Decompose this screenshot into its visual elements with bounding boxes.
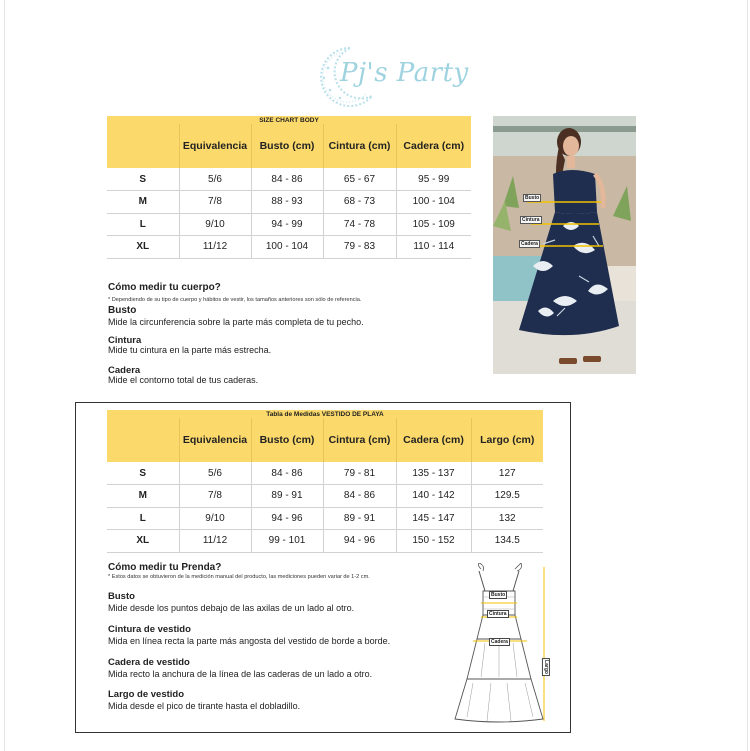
header-cell: Cadera (cm) [396, 418, 471, 462]
sketch-tag-cintura: Cintura [489, 611, 507, 617]
measure-dress-note: * Estos datos se obtuvieron de la medición manual del producto, las mediciones pueden variar de 1-2 cm. [108, 574, 370, 580]
size-cell: S [107, 168, 179, 191]
table-cell: 94 - 96 [251, 507, 323, 530]
table-cell: 140 - 142 [396, 485, 471, 508]
measure-dress-title: Cómo medir tu Prenda? [108, 562, 222, 573]
table-cell: 100 - 104 [251, 236, 323, 259]
table-cell: 127 [471, 462, 543, 485]
dress-sketch [445, 563, 557, 725]
dress-desc-busto: Mide desde los puntos debajo de las axilas de un lado al otro. [108, 603, 355, 613]
size-cell: L [107, 507, 179, 530]
header-cell: Largo (cm) [471, 418, 543, 462]
dress-label-busto: Busto [108, 591, 135, 602]
header-cell: Busto (cm) [251, 418, 323, 462]
size-chart-body-table [107, 116, 471, 259]
measure-desc-cintura: Mide tu cintura en la parte más estrecha. [108, 345, 272, 355]
table-cell: 94 - 99 [251, 213, 323, 236]
photo-tag-cadera: Cadera [521, 241, 538, 247]
table-header-row [107, 124, 471, 168]
table-cell: 74 - 78 [323, 213, 396, 236]
table-cell: 9/10 [179, 213, 251, 236]
photo-tag-busto: Busto [525, 195, 540, 201]
sketch-tag-cadera: Cadera [491, 639, 508, 645]
table-cell: 68 - 73 [323, 191, 396, 214]
table-row [107, 168, 471, 191]
header-cell: Equivalencia [179, 418, 251, 462]
table-row [107, 462, 543, 485]
size-cell: S [107, 462, 179, 485]
header-cell: Cadera (cm) [396, 124, 471, 168]
size-cell: M [107, 485, 179, 508]
dress-label-cintura: Cintura de vestido [108, 624, 191, 635]
measure-desc-cadera: Mide el contorno total de tus caderas. [108, 375, 259, 385]
table-cell: 7/8 [179, 191, 251, 214]
table-cell: 134.5 [471, 530, 543, 553]
dress-desc-largo: Mida desde el pico de tirante hasta el dobladillo. [108, 701, 301, 711]
sketch-tag-busto: Busto [491, 592, 506, 598]
size-chart-sheet [4, 0, 748, 751]
table-cell: 132 [471, 507, 543, 530]
table-cell: 100 - 104 [396, 191, 471, 214]
table-row [107, 507, 543, 530]
table-cell: 65 - 67 [323, 168, 396, 191]
header-cell: Equivalencia [179, 124, 251, 168]
header-cell [107, 418, 179, 462]
model-photo [493, 116, 636, 374]
table-cell: 145 - 147 [396, 507, 471, 530]
header-cell: Cintura (cm) [323, 124, 396, 168]
dress-label-cadera: Cadera de vestido [108, 657, 190, 668]
measure-label-busto: Busto [108, 305, 137, 316]
table-cell: 110 - 114 [396, 236, 471, 259]
table-row [107, 236, 471, 259]
header-cell: Busto (cm) [251, 124, 323, 168]
sketch-tag-largo: Largo [542, 660, 549, 674]
table-cell: 5/6 [179, 462, 251, 485]
table-cell: 84 - 86 [323, 485, 396, 508]
table-cell: 79 - 81 [323, 462, 396, 485]
table-cell: 89 - 91 [251, 485, 323, 508]
size-cell: XL [107, 236, 179, 259]
measure-label-cintura: Cintura [108, 335, 142, 346]
table-cell: 94 - 96 [323, 530, 396, 553]
photo-tag-cintura: Cintura [522, 217, 540, 223]
table-cell: 89 - 91 [323, 507, 396, 530]
table-cell: 84 - 86 [251, 462, 323, 485]
dress-label-largo: Largo de vestido [108, 689, 185, 700]
table-cell: 150 - 152 [396, 530, 471, 553]
table-row [107, 191, 471, 214]
table-cell: 11/12 [179, 530, 251, 553]
brand-name: Pj's Party [340, 58, 469, 88]
size-cell: M [107, 191, 179, 214]
table-cell: 9/10 [179, 507, 251, 530]
measure-body-title: Cómo medir tu cuerpo? [108, 282, 221, 293]
measure-body-note: * Dependiendo de su tipo de cuerpo y hábitos de vestir, los tamaños anteriores son sólo de referencia. [108, 297, 362, 303]
table-cell: 5/6 [179, 168, 251, 191]
table-row [107, 485, 543, 508]
table-caption: Tabla de Medidas VESTIDO DE PLAYA [107, 410, 543, 418]
table-caption: SIZE CHART BODY [107, 116, 471, 124]
table-cell: 79 - 83 [323, 236, 396, 259]
table-cell: 129.5 [471, 485, 543, 508]
table-cell: 105 - 109 [396, 213, 471, 236]
measure-label-cadera: Cadera [108, 365, 141, 376]
brand-logo [310, 44, 469, 110]
table-cell: 95 - 99 [396, 168, 471, 191]
table-row [107, 530, 543, 553]
dress-desc-cintura: Mida en línea recta la parte más angosta del vestido de borde a borde. [108, 636, 391, 646]
table-cell: 135 - 137 [396, 462, 471, 485]
table-cell: 84 - 86 [251, 168, 323, 191]
measure-desc-busto: Mide la circunferencia sobre la parte más completa de tu pecho. [108, 317, 364, 327]
size-chart-dress-table [107, 410, 543, 553]
dress-desc-cadera: Mida recto la anchura de la línea de las caderas de un lado a otro. [108, 669, 373, 679]
table-cell: 99 - 101 [251, 530, 323, 553]
table-cell: 11/12 [179, 236, 251, 259]
size-cell: XL [107, 530, 179, 553]
table-cell: 7/8 [179, 485, 251, 508]
table-header-row [107, 418, 543, 462]
header-cell [107, 124, 179, 168]
table-cell: 88 - 93 [251, 191, 323, 214]
header-cell: Cintura (cm) [323, 418, 396, 462]
table-row [107, 213, 471, 236]
size-cell: L [107, 213, 179, 236]
